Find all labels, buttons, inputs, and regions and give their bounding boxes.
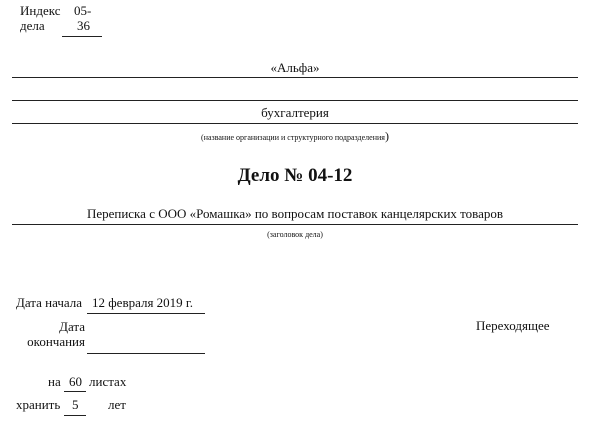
start-date-value: 12 февраля 2019 г. — [92, 295, 194, 310]
keep-suffix: лет — [108, 397, 126, 412]
start-date-line — [87, 313, 205, 314]
start-date-label: Дата начала — [16, 295, 83, 310]
department-name: бухгалтерия — [261, 105, 329, 120]
blank-line — [12, 100, 578, 101]
organization-line — [12, 77, 578, 78]
case-title: Дело № 04-12 — [237, 165, 353, 186]
sheets-count-line — [64, 391, 86, 392]
sheets-count: 60 — [69, 374, 82, 389]
carryover-label: Переходящее — [476, 318, 550, 333]
index-value-line1: 05- — [74, 3, 92, 18]
org-caption-text: (название организации и структурного подразделения — [201, 133, 385, 142]
end-date-label-line2: окончания — [27, 334, 85, 349]
sheets-prefix: на — [48, 374, 61, 389]
case-heading: Переписка с ООО «Ромашка» по вопросам поставок канцелярских товаров — [86, 206, 504, 221]
department-line — [12, 123, 578, 124]
end-date-line — [87, 353, 205, 354]
case-heading-line — [12, 224, 578, 225]
index-value-line2: 36 — [77, 18, 90, 33]
index-label-line2: дела — [20, 18, 45, 33]
end-date-label-line1: Дата — [59, 319, 85, 334]
index-underline — [62, 36, 102, 37]
keep-years: 5 — [72, 397, 79, 412]
keep-prefix: хранить — [16, 397, 61, 412]
sheets-suffix: листах — [89, 374, 127, 389]
keep-years-line — [64, 415, 86, 416]
case-heading-caption: (заголовок дела) — [267, 230, 323, 239]
org-caption-paren: ) — [384, 129, 389, 143]
org-caption — [12, 127, 578, 145]
organization-name: «Альфа» — [270, 60, 320, 75]
index-label-line1: Индекс — [20, 3, 61, 18]
